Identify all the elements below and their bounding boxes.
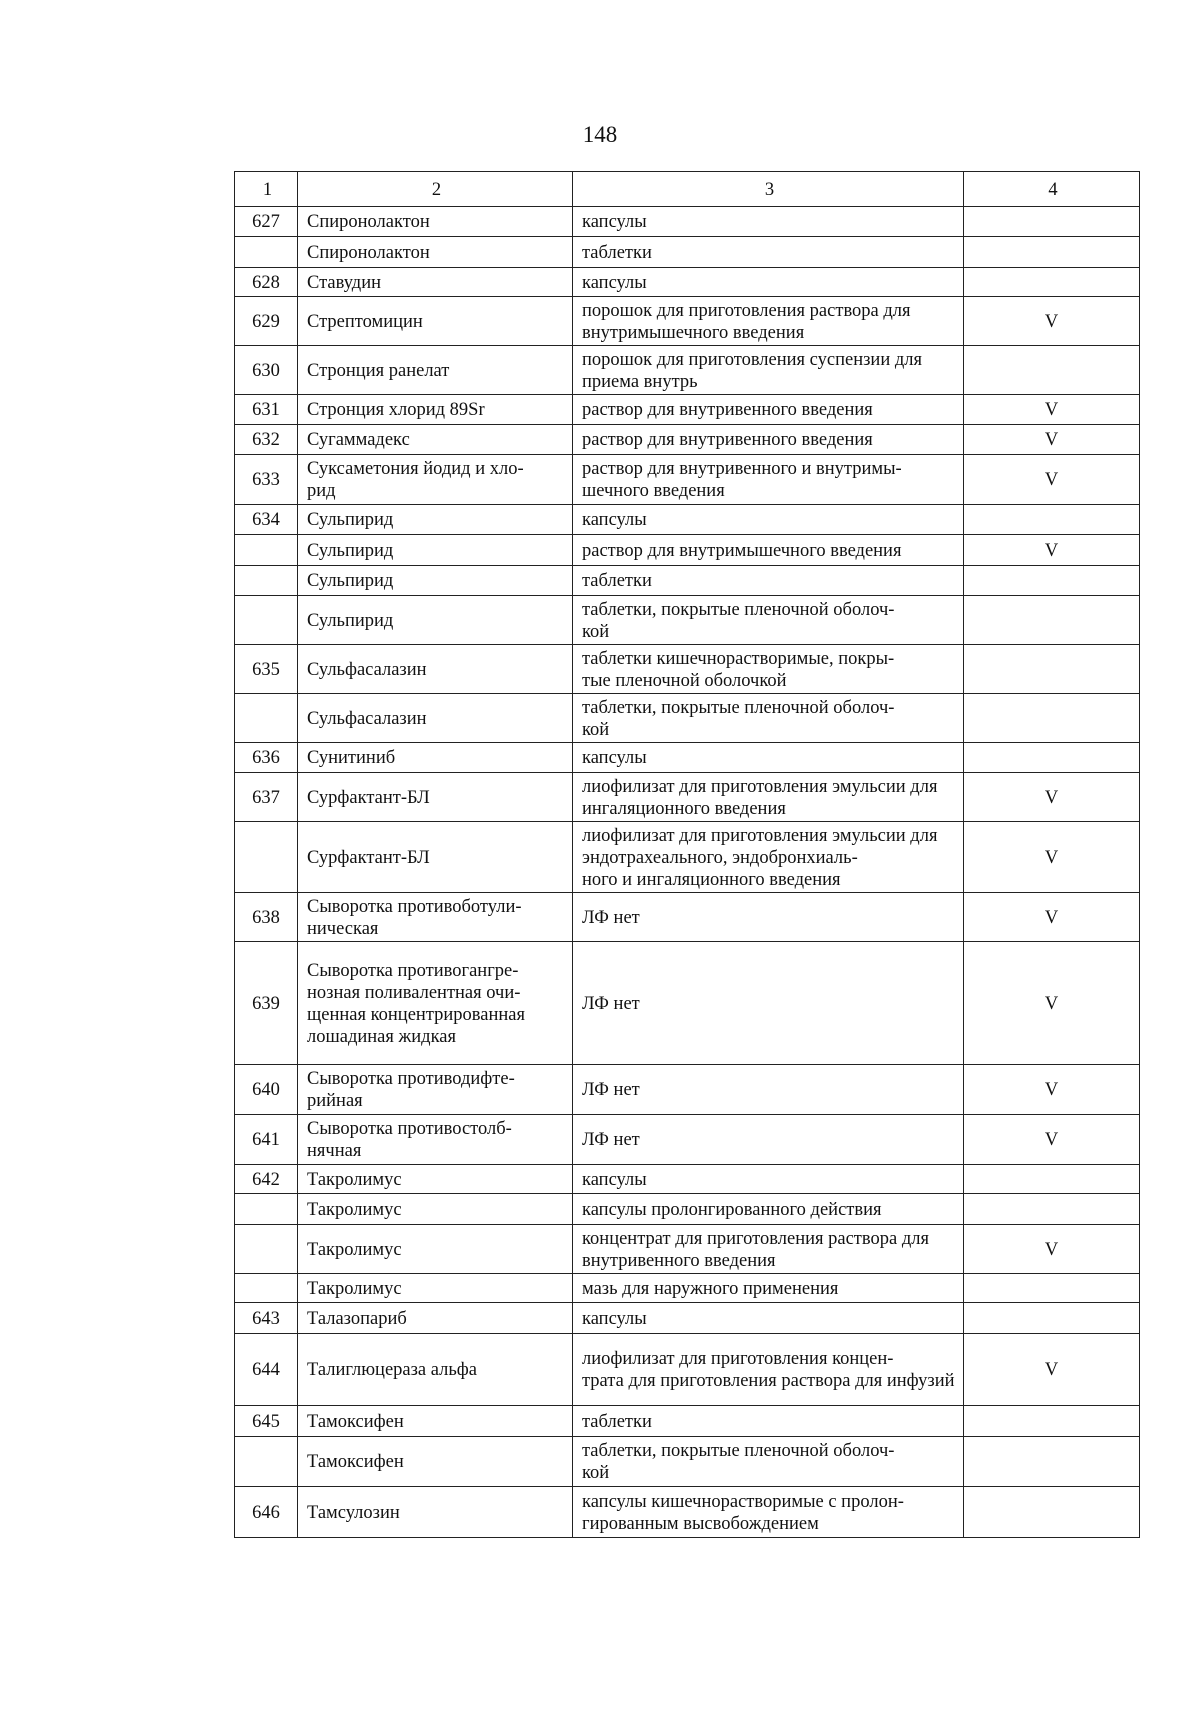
dosage-form-cell: лиофилизат для приготовления концен- трата для приготовления раствора для инфузий <box>573 1334 964 1406</box>
mark-cell: V <box>964 1334 1140 1406</box>
dosage-form-cell: таблетки, покрытые пленочной оболоч- кой <box>573 694 964 743</box>
drug-name-cell: Сульпирид <box>298 505 573 535</box>
dosage-form-cell: таблетки <box>573 1406 964 1437</box>
drug-name-cell: Сыворотка противогангре- нозная поливалентная очи- щенная концентрированная лошадиная жидкая <box>298 942 573 1065</box>
dosage-form-cell: капсулы <box>573 268 964 297</box>
drug-name-cell: Сульпирид <box>298 596 573 645</box>
table-row <box>235 1194 1140 1225</box>
dosage-form-cell: раствор для внутривенного и внутримы- шечного введения <box>573 455 964 505</box>
dosage-form-cell: лиофилизат для приготовления эмульсии для ингаляционного введения <box>573 773 964 822</box>
dosage-form-cell: ЛФ нет <box>573 1115 964 1165</box>
header-cell-4: 4 <box>964 172 1140 207</box>
mark-cell <box>964 268 1140 297</box>
row-number-cell: 644 <box>235 1334 298 1406</box>
page-number: 148 <box>582 122 618 147</box>
table-row <box>235 1437 1140 1487</box>
mark-cell <box>964 1487 1140 1538</box>
dosage-form-cell: раствор для внутривенного введения <box>573 425 964 455</box>
mark-cell: V <box>964 395 1140 425</box>
row-number-cell: 628 <box>235 268 298 297</box>
row-number-cell <box>235 1194 298 1225</box>
table-row <box>235 297 1140 346</box>
table-row <box>235 505 1140 535</box>
drug-table <box>234 171 1140 1538</box>
row-number-cell <box>235 694 298 743</box>
drug-name-cell: Талиглюцераза альфа <box>298 1334 573 1406</box>
mark-cell <box>964 645 1140 694</box>
mark-cell: V <box>964 535 1140 566</box>
table-row <box>235 268 1140 297</box>
drug-name-cell: Сыворотка противостолб- нячная <box>298 1115 573 1165</box>
mark-cell: V <box>964 822 1140 893</box>
row-number-cell: 637 <box>235 773 298 822</box>
mark-cell: V <box>964 1225 1140 1274</box>
mark-cell: V <box>964 425 1140 455</box>
dosage-form-cell: лиофилизат для приготовления эмульсии для эндотрахеального, эндобронхиаль- ного и ингаляционного введения <box>573 822 964 893</box>
table-row <box>235 566 1140 596</box>
dosage-form-cell: концентрат для приготовления раствора для внутривенного введения <box>573 1225 964 1274</box>
drug-name-cell: Такролимус <box>298 1165 573 1194</box>
dosage-form-cell: ЛФ нет <box>573 893 964 942</box>
header-cell-3: 3 <box>573 172 964 207</box>
table-row <box>235 1225 1140 1274</box>
table-header-row <box>235 172 1140 207</box>
row-number-cell: 640 <box>235 1065 298 1115</box>
dosage-form-cell: капсулы <box>573 505 964 535</box>
drug-name-cell: Талазопариб <box>298 1303 573 1334</box>
drug-name-cell: Сурфактант-БЛ <box>298 773 573 822</box>
mark-cell: V <box>964 1065 1140 1115</box>
row-number-cell: 632 <box>235 425 298 455</box>
dosage-form-cell: капсулы <box>573 1165 964 1194</box>
dosage-form-cell: капсулы <box>573 743 964 773</box>
table-row <box>235 395 1140 425</box>
drug-name-cell: Спиронолактон <box>298 207 573 237</box>
drug-name-cell: Стрептомицин <box>298 297 573 346</box>
table-row <box>235 596 1140 645</box>
table-row <box>235 455 1140 505</box>
row-number-cell: 631 <box>235 395 298 425</box>
table-row <box>235 1303 1140 1334</box>
table-row <box>235 1334 1140 1406</box>
row-number-cell: 633 <box>235 455 298 505</box>
drug-name-cell: Ставудин <box>298 268 573 297</box>
table-row <box>235 645 1140 694</box>
row-number-cell: 645 <box>235 1406 298 1437</box>
row-number-cell: 642 <box>235 1165 298 1194</box>
drug-name-cell: Тамсулозин <box>298 1487 573 1538</box>
mark-cell <box>964 596 1140 645</box>
row-number-cell: 634 <box>235 505 298 535</box>
row-number-cell <box>235 237 298 268</box>
dosage-form-cell: таблетки <box>573 566 964 596</box>
dosage-form-cell: порошок для приготовления суспензии для приема внутрь <box>573 346 964 395</box>
dosage-form-cell: ЛФ нет <box>573 1065 964 1115</box>
dosage-form-cell: таблетки, покрытые пленочной оболоч- кой <box>573 596 964 645</box>
row-number-cell <box>235 566 298 596</box>
table-row <box>235 1406 1140 1437</box>
dosage-form-cell: порошок для приготовления раствора для внутримышечного введения <box>573 297 964 346</box>
row-number-cell <box>235 596 298 645</box>
table-body <box>235 172 1140 1538</box>
drug-name-cell: Такролимус <box>298 1274 573 1303</box>
mark-cell <box>964 346 1140 395</box>
mark-cell <box>964 1406 1140 1437</box>
drug-name-cell: Сульпирид <box>298 566 573 596</box>
table-row <box>235 1115 1140 1165</box>
mark-cell: V <box>964 773 1140 822</box>
row-number-cell: 641 <box>235 1115 298 1165</box>
table-row <box>235 207 1140 237</box>
drug-name-cell: Спиронолактон <box>298 237 573 268</box>
drug-name-cell: Стронция хлорид 89Sr <box>298 395 573 425</box>
dosage-form-cell: ЛФ нет <box>573 942 964 1065</box>
mark-cell <box>964 1274 1140 1303</box>
row-number-cell <box>235 822 298 893</box>
row-number-cell <box>235 1225 298 1274</box>
drug-name-cell: Сыворотка противодифте- рийная <box>298 1065 573 1115</box>
row-number-cell: 646 <box>235 1487 298 1538</box>
drug-name-cell: Тамоксифен <box>298 1406 573 1437</box>
drug-name-cell: Сурфактант-БЛ <box>298 822 573 893</box>
dosage-form-cell: капсулы кишечнорастворимые с пролон- гированным высвобождением <box>573 1487 964 1538</box>
drug-name-cell: Сульфасалазин <box>298 694 573 743</box>
table-row <box>235 743 1140 773</box>
drug-name-cell: Сугаммадекс <box>298 425 573 455</box>
header-cell-1: 1 <box>235 172 298 207</box>
mark-cell <box>964 1165 1140 1194</box>
mark-cell <box>964 237 1140 268</box>
drug-name-cell: Стронция ранелат <box>298 346 573 395</box>
row-number-cell: 643 <box>235 1303 298 1334</box>
row-number-cell: 636 <box>235 743 298 773</box>
dosage-form-cell: мазь для наружного применения <box>573 1274 964 1303</box>
table-row <box>235 694 1140 743</box>
mark-cell: V <box>964 942 1140 1065</box>
dosage-form-cell: капсулы <box>573 1303 964 1334</box>
mark-cell <box>964 694 1140 743</box>
header-cell-2: 2 <box>298 172 573 207</box>
table-row <box>235 535 1140 566</box>
row-number-cell: 638 <box>235 893 298 942</box>
table-row <box>235 893 1140 942</box>
mark-cell: V <box>964 455 1140 505</box>
dosage-form-cell: раствор для внутривенного введения <box>573 395 964 425</box>
table-row <box>235 346 1140 395</box>
table-row <box>235 237 1140 268</box>
table-row <box>235 1274 1140 1303</box>
dosage-form-cell: таблетки <box>573 237 964 268</box>
dosage-form-cell: капсулы пролонгированного действия <box>573 1194 964 1225</box>
dosage-form-cell: капсулы <box>573 207 964 237</box>
table-row <box>235 773 1140 822</box>
mark-cell <box>964 566 1140 596</box>
row-number-cell <box>235 1437 298 1487</box>
table-row <box>235 1165 1140 1194</box>
dosage-form-cell: таблетки кишечнорастворимые, покры- тые пленочной оболочкой <box>573 645 964 694</box>
row-number-cell: 629 <box>235 297 298 346</box>
drug-name-cell: Тамоксифен <box>298 1437 573 1487</box>
row-number-cell: 627 <box>235 207 298 237</box>
table-row <box>235 822 1140 893</box>
row-number-cell <box>235 1274 298 1303</box>
drug-name-cell: Сульпирид <box>298 535 573 566</box>
drug-name-cell: Такролимус <box>298 1225 573 1274</box>
dosage-form-cell: таблетки, покрытые пленочной оболоч- кой <box>573 1437 964 1487</box>
table-row <box>235 1487 1140 1538</box>
mark-cell <box>964 743 1140 773</box>
dosage-form-cell: раствор для внутримышечного введения <box>573 535 964 566</box>
drug-name-cell: Сунитиниб <box>298 743 573 773</box>
mark-cell: V <box>964 1115 1140 1165</box>
table-row <box>235 1065 1140 1115</box>
mark-cell <box>964 207 1140 237</box>
mark-cell: V <box>964 297 1140 346</box>
drug-name-cell: Сульфасалазин <box>298 645 573 694</box>
row-number-cell <box>235 535 298 566</box>
drug-name-cell: Такролимус <box>298 1194 573 1225</box>
table-row <box>235 942 1140 1065</box>
row-number-cell: 639 <box>235 942 298 1065</box>
mark-cell <box>964 1194 1140 1225</box>
mark-cell: V <box>964 893 1140 942</box>
mark-cell <box>964 1303 1140 1334</box>
table-row <box>235 425 1140 455</box>
row-number-cell: 630 <box>235 346 298 395</box>
row-number-cell: 635 <box>235 645 298 694</box>
drug-name-cell: Суксаметония йодид и хло- рид <box>298 455 573 505</box>
mark-cell <box>964 1437 1140 1487</box>
drug-name-cell: Сыворотка противоботули- ническая <box>298 893 573 942</box>
mark-cell <box>964 505 1140 535</box>
